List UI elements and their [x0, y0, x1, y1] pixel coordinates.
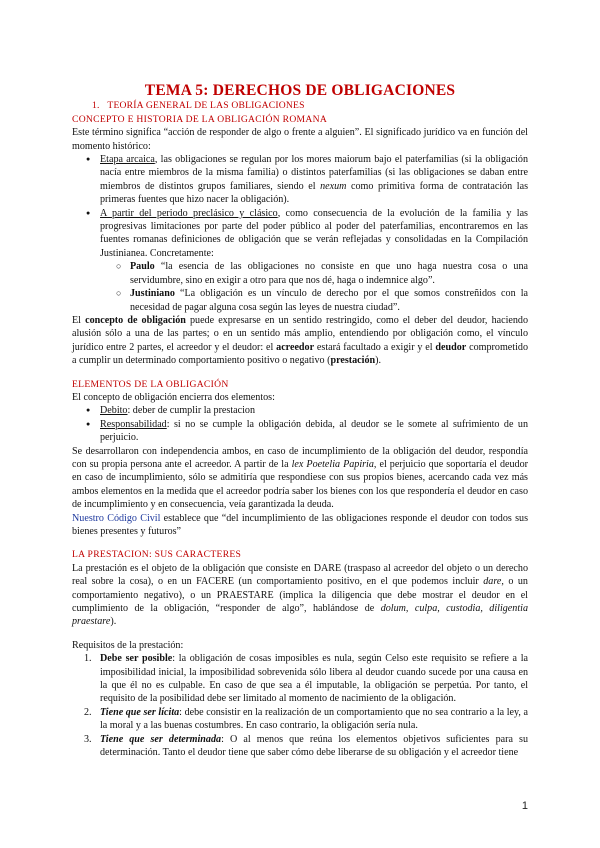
section-heading-1 — [72, 99, 528, 112]
dare-term: dare — [483, 576, 502, 588]
document-page — [72, 84, 528, 760]
text-run: ). — [110, 616, 117, 628]
requisito-posible — [84, 652, 528, 706]
elementos-paragraph-1 — [72, 445, 528, 512]
page-title: TEMA 5: DERECHOS DE OBLIGACIONES — [144, 82, 456, 99]
list-number: 2. — [84, 706, 92, 718]
nexum-term: nexum — [320, 180, 347, 192]
elementos-intro: El concepto de obligación encierra dos elementos: — [72, 391, 275, 403]
elementos-bullets — [72, 404, 528, 444]
requisito-text: : la obligación de cosas imposibles es nula, según Celso este requisito se refiere a la imposibilidad inicial, la imposibilidad sobrevenida sólo libera al deudor cuando sucede por una causa en la que él no es culpable. En caso de que sea a él imputable, la obligación se perpetúa. Por tanto, el requisito de la posibilidad debe ser limitado al momento de nacimiento de la obligación. — [100, 653, 528, 705]
text-run: estará facultado a exigir y el — [314, 341, 436, 353]
latin-terms: dolum, culpa, custodia, diligentia praestare — [72, 603, 528, 628]
list-number: 3. — [84, 733, 92, 745]
requisito-licita — [84, 706, 528, 733]
term-deudor: deudor — [435, 341, 467, 353]
requisito-text: : debe consistir en la realización de un comportamiento que no sea contrario a la ley, a la moral y a las buenas costumbres. En caso contrario, la obligación sería nula. — [100, 706, 528, 732]
codigo-civil-ref: Nuestro Código Civil — [72, 512, 161, 524]
concepto-paragraph — [72, 314, 528, 368]
lex-term: lex Poetelia Papiria — [291, 458, 374, 470]
list-number: 1. — [84, 653, 92, 665]
requisito-lead: Tiene que ser determinada — [100, 733, 222, 745]
text-run: comprometido a cumplir un determinado comportamiento positivo o negativo ( — [72, 341, 528, 367]
requisitos-list — [72, 652, 528, 759]
bullet-text: : si no se cumple la obligación debida, al deudor se le somete al sufrimiento de un perjuicio. — [100, 418, 528, 444]
bullet-lead: Responsabilidad — [100, 418, 167, 430]
definitions-sublist — [100, 260, 528, 314]
bullet-text: , las obligaciones se regulan por los mores maiorum bajo el paterfamilias (si la obligación nacía entre miembros de la misma familia) o distintos paterfamilias (si las obligaciones se daban entre miembros de distintos grupos familiares, siendo el — [100, 154, 528, 192]
bullet-debito — [100, 404, 528, 417]
text-run: ). — [375, 355, 382, 367]
bullet-lead: Etapa arcaica — [100, 154, 155, 166]
bullet-etapa-arcaica — [100, 153, 528, 207]
text-run: La prestación es el objeto de la obligación que consiste en DARE (traspaso al acreedor del objeto o un derecho real sobre la cosa), o en un FACERE (un comportamiento positivo, en el que podemos incluir — [72, 562, 528, 588]
term-acreedor: acreedor — [276, 341, 315, 353]
concepto-heading: CONCEPTO E HISTORIA DE LA OBLIGACIÓN ROMANA — [72, 113, 328, 125]
elementos-paragraph-2 — [72, 512, 528, 539]
section-label: TEORÍA GENERAL DE LAS OBLIGACIONES — [107, 100, 305, 112]
author-name: Paulo — [130, 261, 155, 273]
bullet-responsabilidad — [100, 418, 528, 445]
page-number: 1 — [521, 800, 528, 812]
term-concepto: concepto de obligación — [85, 314, 186, 326]
bullet-text: : deber de cumplir la prestacion — [127, 405, 256, 417]
text-run: , o un comportamiento negativo), o un PRAESTARE (implica la diligencia que debe mostrar el deudor en el cumplimiento de la obligación, “responder de algo”, hablándose de — [72, 576, 528, 615]
bullet-lead: A partir del periodo preclásico y clásico — [100, 207, 278, 219]
text-run: , el perjuicio que soportaría el deudor en caso de incumplimiento, sólo se admitiría que respondiese con sus propios bienes, acercando cada vez más ambos elementos en la medida que el acreedor podría saber los bienes con los que respondería el deudor en caso de incumplimiento y en consecuencia, veía garantizada la deuda. — [72, 458, 528, 511]
text-run: Se desarrollaron con independencia ambos, en caso de incumplimiento de la obligación del deudor, respondía con su propia persona ante el acreedor. A partir de la — [72, 445, 528, 470]
requisito-determinada — [84, 733, 528, 760]
section-number: 1. — [92, 100, 100, 112]
bullet-text: , como consecuencia de la evolución de la familia y las progresivas limitaciones por parte del poder público al poder del paterfamilias, encontraremos en las fuentes romanas definiciones de obligación que se verán reflejadas y consolidadas en la Compilación Justinianea. Concretamente: — [100, 207, 528, 259]
term-prestacion: prestación — [330, 355, 376, 367]
concepto-bullets — [72, 153, 528, 314]
elementos-heading: ELEMENTOS DE LA OBLIGACIÓN — [72, 378, 229, 390]
subitem-paulo — [130, 260, 528, 287]
quote-text: “La obligación es un vínculo de derecho por el que somos constreñidos con la necesidad de pagar alguna cosa según las leyes de nuestra ciudad”. — [130, 288, 528, 313]
prestacion-heading: LA PRESTACION: SUS CARACTERES — [72, 549, 242, 561]
bullet-periodo-clasico — [100, 207, 528, 314]
text-run: El — [72, 314, 86, 326]
prestacion-paragraph — [72, 562, 528, 629]
concepto-intro: Este término significa “acción de responder de algo o frente a alguien”. El significado jurídico va en función del momento histórico: — [72, 127, 528, 152]
author-name: Justiniano — [130, 288, 175, 300]
bullet-lead: Debito — [100, 405, 128, 417]
requisito-text: : O al menos que reúna los elementos objetivos suficientes para su determinación. Tanto el deudor tiene que saber cómo debe liberarse de su obligación y el acreedor tiene — [100, 733, 528, 759]
requisito-lead: Debe ser posible — [100, 653, 173, 665]
bullet-text-tail: como primitiva forma de contratación las primeras fuentes que hizo nacer la obligación). — [100, 180, 528, 206]
quote-text: “la esencia de las obligaciones no consiste en que uno haga nuestra cosa o una servidumbre, sino en exigir a otro para que nos dé, haga o indemnice algo”. — [130, 261, 528, 286]
text-run: establece que “del incumplimiento de las obligaciones responde el deudor con todos sus bienes presentes y futuros” — [72, 512, 528, 537]
requisitos-intro: Requisitos de la prestación: — [72, 639, 184, 651]
subitem-justiniano — [130, 287, 528, 314]
text-run: puede expresarse en un sentido restringido, como el deber del deudor, haciendo alusión sólo a una de las partes; o en un sentido más amplio, entendiendo por obligación como, el vínculo jurídico entre 2 partes, el acreedor y el deudor: el — [72, 314, 529, 353]
requisito-lead: Tiene que ser lícita — [100, 706, 180, 718]
